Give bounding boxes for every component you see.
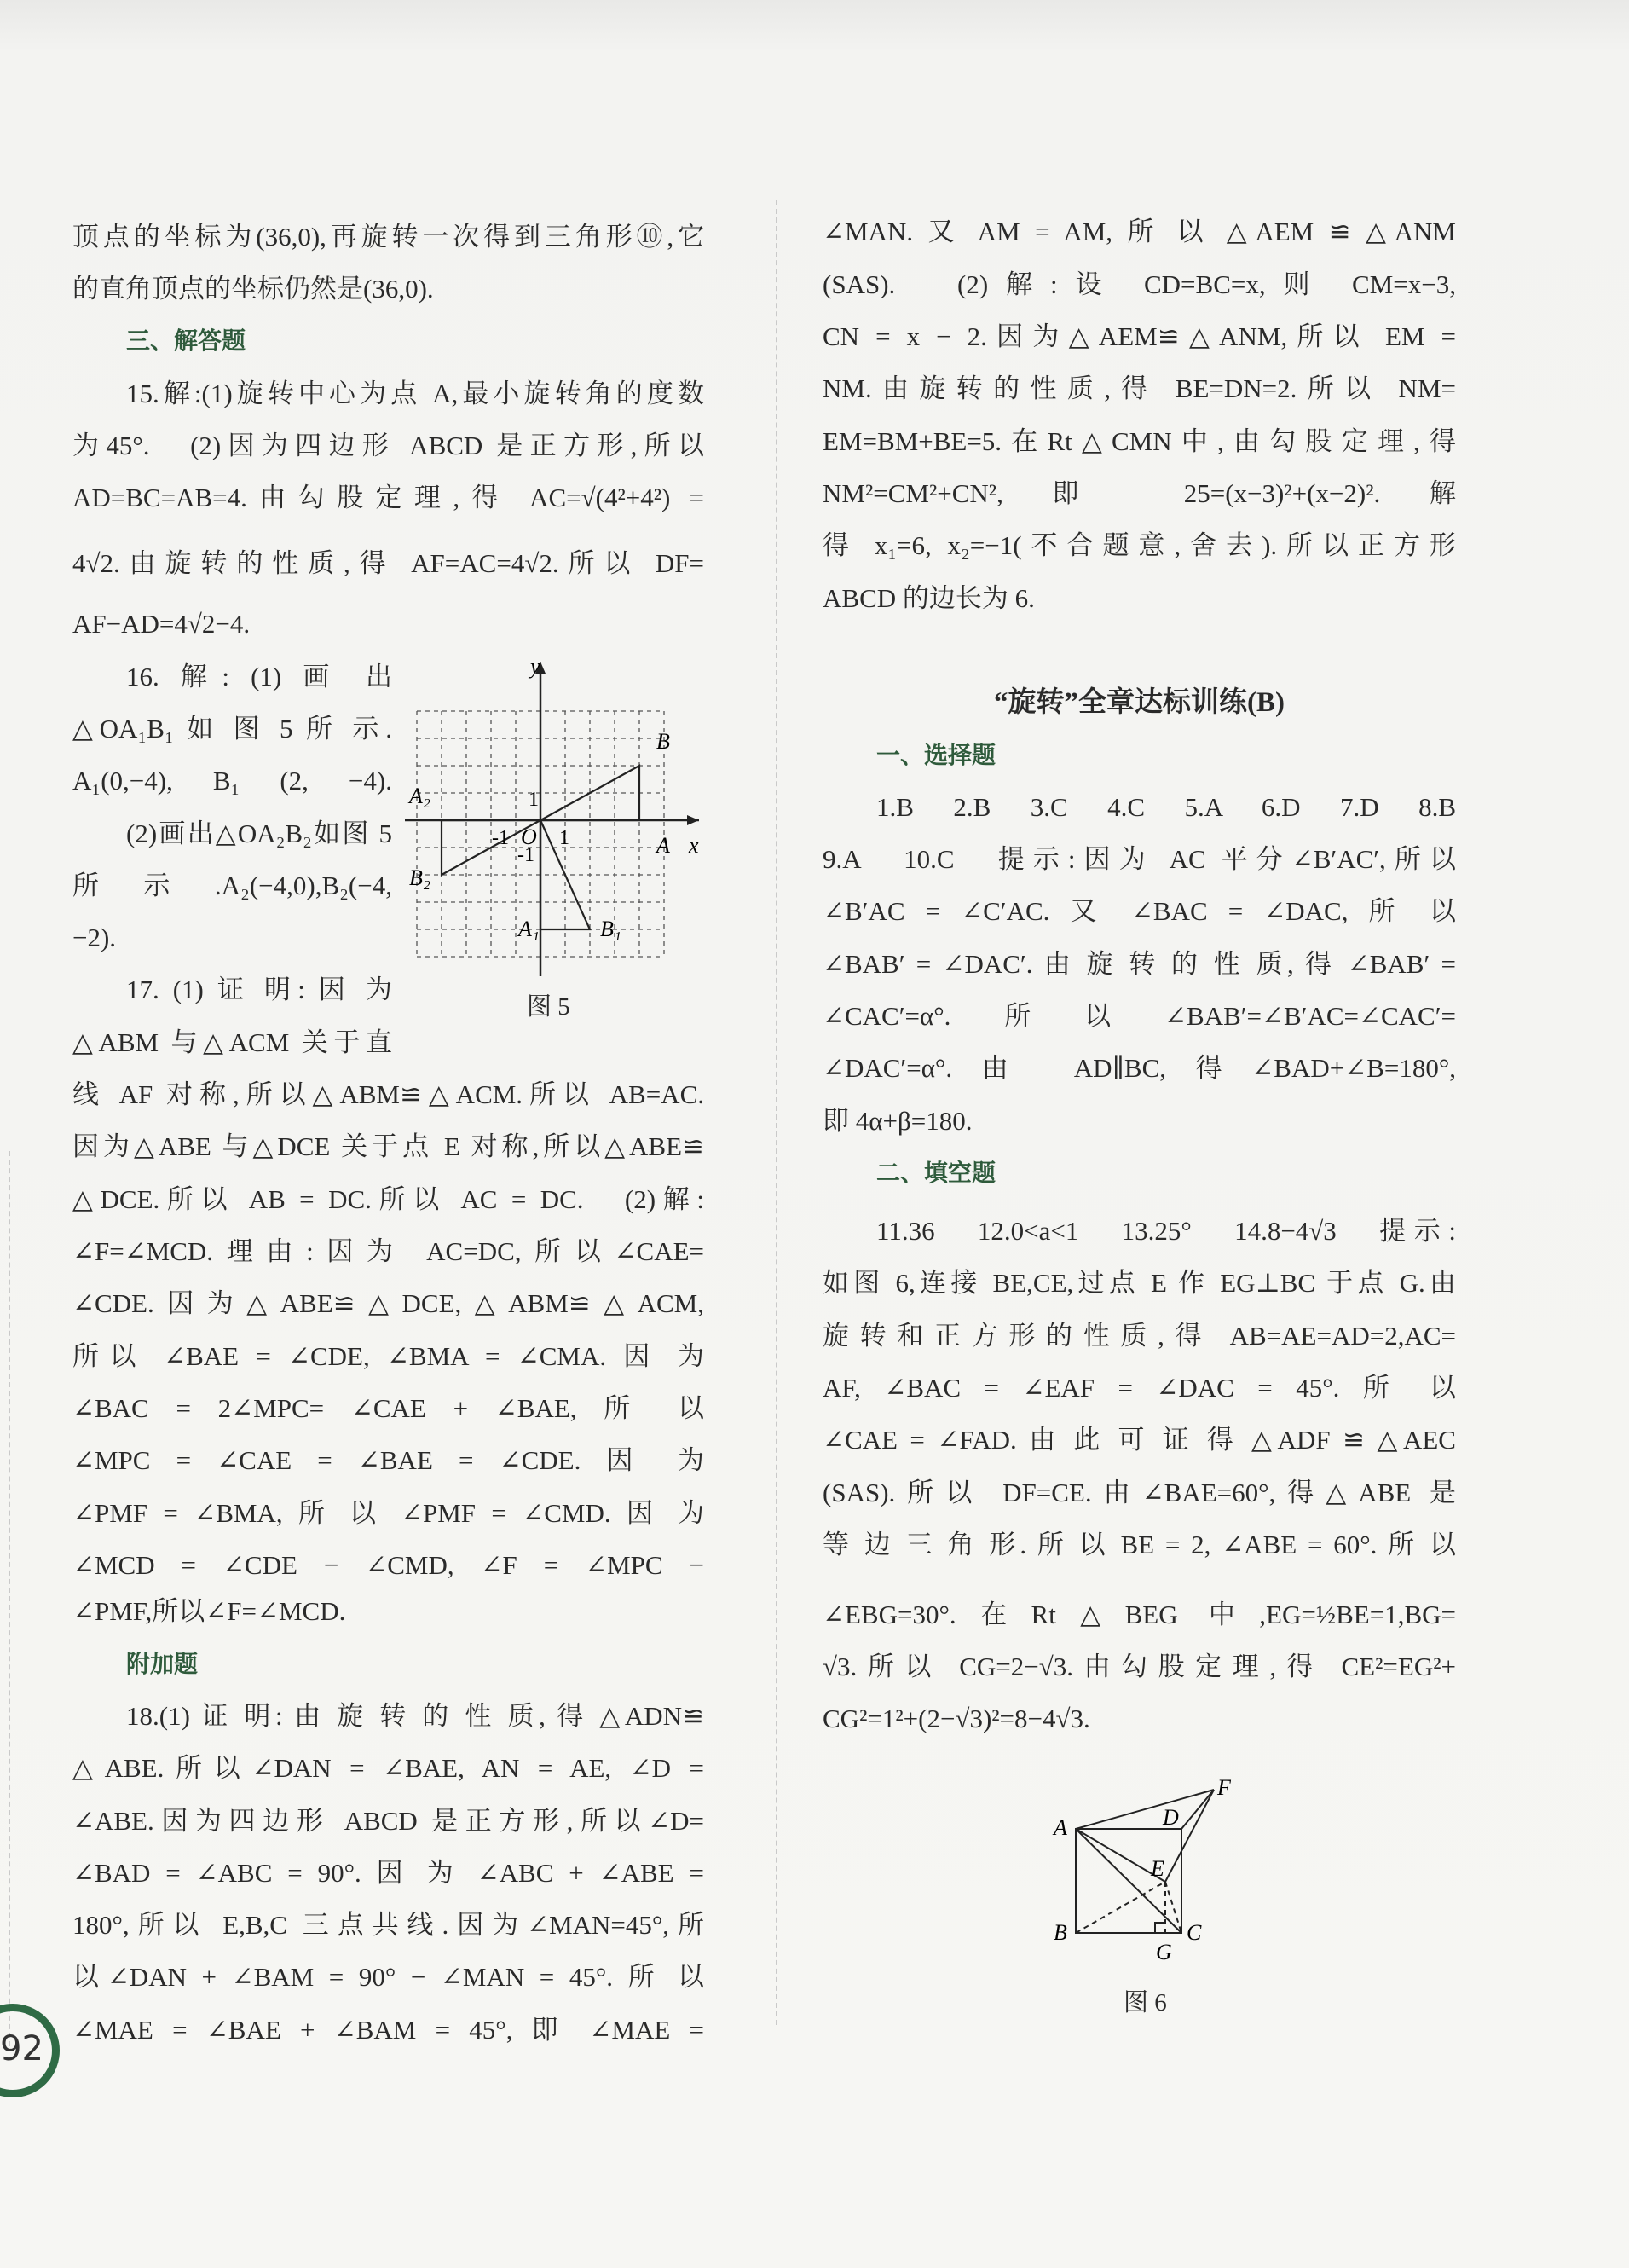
right-heading: 二、填空题 [876,1159,996,1188]
right-text-line: NM²=CM²+CN²,即 25=(x−3)²+(x−2)².解 [823,478,1456,509]
figure-6-square-diagram [1040,1773,1236,1970]
right-text-line: 9.A 10.C 提示:因为 AC 平分∠B′AC′,所以 [823,844,1456,875]
y-tick-neg1: -1 [517,844,534,866]
segment-DF [1181,1790,1214,1829]
left-text-line: 线 AF 对称,所以△ABM≌△ACM.所以 AB=AC. [72,1079,704,1110]
point-A-label: A [656,833,670,858]
right-text-line: 1.B 2.B 3.C 4.C 5.A 6.D 7.D 8.B [876,791,1456,822]
right-title: “旋转”全章达标训练(B) [994,687,1285,719]
right-text-line: CG²=1²+(2−√3)²=8−4√3. [823,1704,1090,1734]
right-text-line: 旋转和正方形的性质,得 AB=AE=AD=2,AC= [823,1320,1456,1351]
x-axis-label: x [689,833,699,858]
segment-EF [1165,1790,1214,1882]
left-text-line: 18.(1) 证 明: 由 旋 转 的 性 质, 得 △ADN≌ [126,1700,704,1731]
left-text-line: 4√2.由旋转的性质,得 AF=AC=4√2.所以 DF= [72,547,704,578]
left-text-line: ∠MCD = ∠CDE − ∠CMD, ∠F = ∠MPC − [72,1549,704,1580]
left-text-line: 180°,所以 E,B,C 三点共线.因为∠MAN=45°,所 [72,1910,704,1941]
right-text-line: 即 4α+β=180. [823,1105,973,1136]
origin-label: O [521,824,537,849]
label-G: G [1156,1940,1172,1964]
column-divider [776,200,777,2025]
left-text-line: △ABE.所以∠DAN = ∠BAE, AN = AE, ∠D = [72,1753,704,1784]
label-C: C [1187,1920,1202,1945]
point-B1-label: B₁ [600,917,621,941]
right-text-line: ∠EBG=30°.在Rt△BEG 中,EG=½BE=1,BG= [823,1599,1456,1629]
left-text-line: −2). [72,923,117,953]
segment-BE [1076,1882,1165,1933]
x-axis-arrow-icon [687,815,699,825]
left-text-line: ∠PMF = ∠BMA, 所 以 ∠PMF = ∠CMD. 因 为 [72,1497,704,1528]
left-text-line: 因为△ABE 与△DCE 关于点 E 对称,所以△ABE≌ [72,1131,704,1162]
left-text-line: 16. 解: (1) 画 出 [126,661,392,691]
left-heading: 三、解答题 [126,327,246,356]
y-axis-label: y [530,654,540,679]
right-text-line: 等 边 三 角 形. 所 以 BE = 2, ∠ABE = 60°. 所 以 [823,1529,1456,1559]
point-B2-label: B₂ [409,865,430,890]
left-text-line: ∠MAE = ∠BAE + ∠BAM = 45°, 即 ∠MAE = [72,2014,704,2045]
left-text-line: ∠CDE.因为△ABE≌△DCE,△ABM≌△ACM, [72,1288,704,1319]
left-heading: 附加题 [126,1649,199,1678]
x-tick-1: 1 [559,827,569,849]
left-text-line: ∠ABE.因为四边形 ABCD 是正方形,所以∠D= [72,1805,704,1836]
point-A1-label: A₁ [518,917,540,941]
left-text-line: 17. (1) 证 明: 因 为 [126,975,392,1005]
right-text-line: ∠B′AC = ∠C′AC. 又 ∠BAC = ∠DAC, 所 以 [823,896,1456,927]
left-text-line: ∠BAC = 2∠MPC= ∠CAE + ∠BAE, 所 以 [72,1392,704,1423]
right-heading: 一、选择题 [876,740,996,769]
left-text-line: ∠F=∠MCD.理由:因为 AC=DC,所以∠CAE= [72,1235,704,1266]
x-tick-neg1: -1 [492,827,509,849]
figure-5-caption: 图 5 [527,993,570,1021]
left-text-line: AD=BC=AB=4.由勾股定理,得 AC=√(4²+4²) = [72,483,704,513]
right-text-line: (SAS). (2)解:设 CD=BC=x,则 CM=x−3, [823,269,1456,299]
left-text-line: △ABM 与△ACM 关于直 [72,1027,392,1057]
left-text-line: △OA₁B₁ 如 图 5 所 示. [72,713,392,743]
right-text-line: (SAS).所以 DF=CE.由∠BAE=60°,得△ABE 是 [823,1477,1456,1507]
figure-6-caption: 图 6 [1124,1989,1167,2016]
right-text-line: ∠CAE = ∠FAD. 由 此 可 证 得 △ADF ≌ △AEC [823,1425,1456,1455]
right-text-line: EM=BM+BE=5.在Rt△CMN中,由勾股定理,得 [823,425,1456,456]
point-A2-label: A₂ [409,784,430,808]
right-text-line: NM.由旋转的性质,得 BE=DN=2.所以 NM= [823,373,1456,404]
right-text-line: ∠DAC′=α°.由 AD∥BC,得∠BAD+∠B=180°, [823,1053,1456,1084]
page-number: 92 [0,2029,43,2068]
left-text-line: 所示.A₂(−4,0),B₂(−4, [72,870,392,900]
left-text-line: ∠BAD = ∠ABC = 90°. 因 为 ∠ABC + ∠ABE = [72,1857,704,1888]
right-text-line: 11.36 12.0<a<1 13.25° 14.8−4√3 提示: [876,1216,1456,1247]
margin-divider [9,1151,10,2046]
right-text-line: AF, ∠BAC = ∠EAF = ∠DAC = 45°. 所 以 [823,1373,1456,1403]
label-B: B [1054,1920,1067,1945]
point-B-label: B [656,729,670,754]
left-text-line: 15.解:(1)旋转中心为点 A,最小旋转角的度数 [126,378,704,408]
right-angle-mark [1155,1923,1165,1933]
label-D: D [1163,1805,1179,1830]
segment-AF [1076,1790,1214,1829]
left-text-line: ∠MPC = ∠CAE = ∠BAE = ∠CDE. 因 为 [72,1445,704,1476]
left-text-line: (2)画出△OA₂B₂如图 5 [126,818,392,848]
right-text-line: ∠BAB′ = ∠DAC′. 由 旋 转 的 性 质, 得 ∠BAB′ = [823,948,1456,979]
left-text-line: 以∠DAN + ∠BAM = 90° − ∠MAN = 45°. 所 以 [72,1962,704,1993]
left-text-line: A₁(0,−4), B₁ (2, −4). [72,766,392,796]
left-text-line: ∠PMF,所以∠F=∠MCD. [72,1596,346,1627]
label-A: A [1054,1815,1067,1840]
right-text-line: ∠MAN. 又 AM = AM, 所 以 △AEM ≌ △ANM [823,217,1456,247]
left-text-line: 的直角顶点的坐标仍然是(36,0). [72,273,434,304]
figure-5-coordinate-grid [375,648,716,981]
right-text-line: √3.所以 CG=2−√3.由勾股定理,得 CE²=EG²+ [823,1652,1456,1682]
label-F: F [1217,1775,1231,1800]
right-text-line: CN = x − 2.因为△AEM≌△ANM,所以 EM = [823,321,1456,352]
left-text-line: 顶点的坐标为(36,0),再旋转一次得到三角形⑩,它 [72,221,704,252]
label-E: E [1151,1856,1164,1881]
y-tick-1: 1 [529,789,539,811]
right-text-line: ABCD 的边长为 6. [823,582,1035,613]
left-text-line: △DCE.所以 AB = DC.所以 AC = DC. (2)解: [72,1183,704,1214]
right-text-line: ∠CAC′=α°.所以∠BAB′=∠B′AC=∠CAC′= [823,1001,1456,1032]
right-text-line: 如图 6,连接 BE,CE,过点 E 作 EG⊥BC 于点 G.由 [823,1268,1456,1299]
left-text-line: 为45°. (2)因为四边形 ABCD 是正方形,所以 [72,430,704,460]
left-text-line: 所以 ∠BAE = ∠CDE, ∠BMA = ∠CMA. 因 为 [72,1340,704,1371]
left-text-line: AF−AD=4√2−4. [72,609,251,639]
right-text-line: 得 x₁=6, x₂=−1(不合题意,舍去).所以正方形 [823,530,1456,561]
